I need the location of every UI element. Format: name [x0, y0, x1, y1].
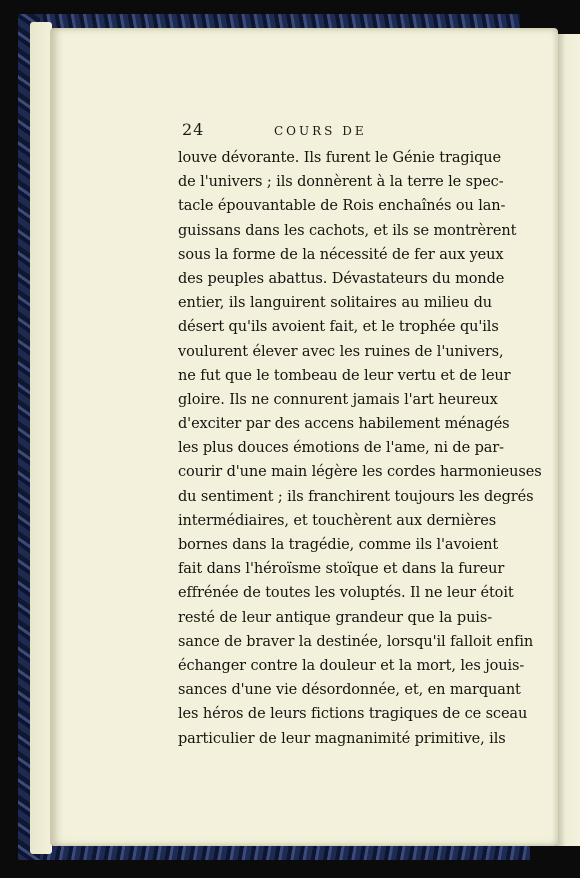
- text-line: entier, ils languirent solitaires au milieu du: [178, 295, 492, 312]
- text-line: particulier de leur magnanimité primitive, ils: [178, 730, 506, 747]
- text-line: gloire. Ils ne connurent jamais l'art heureux: [178, 391, 498, 408]
- text-line: bornes dans la tragédie, comme ils l'avoient: [178, 537, 499, 553]
- text-line: sous la forme de la nécessité de fer aux yeux: [178, 246, 504, 263]
- text-line: d'exciter par des accens habilement ménagés: [178, 416, 510, 433]
- text-line: tacle épouvantable de Rois enchaînés ou lan-: [178, 198, 506, 215]
- text-line: ne fut que le tombeau de leur vertu et de leur: [178, 367, 511, 384]
- page-header: [182, 120, 532, 144]
- text-line: fait dans l'héroïsme stoïque et dans la fureur: [178, 561, 505, 578]
- text-line: de l'univers ; ils donnèrent à la terre le spec-: [178, 174, 504, 191]
- text-line: désert qu'ils avoient fait, et le trophée qu'ils: [178, 319, 499, 336]
- page-number: 24: [182, 120, 205, 139]
- text-line: du sentiment ; ils franchirent toujours les degrés: [178, 488, 534, 505]
- text-line: sances d'une vie désordonnée, et, en marquant: [178, 682, 521, 699]
- text-line: courir d'une main légère les cordes harmonieuses: [178, 464, 542, 481]
- text-line: intermédiaires, et touchèrent aux dernières: [178, 512, 497, 529]
- text-line: louve dévorante. Ils furent le Génie tragique: [178, 150, 502, 166]
- text-line: guissans dans les cachots, et ils se montrèrent: [178, 222, 517, 239]
- text-line: des peuples abattus. Dévastateurs du monde: [178, 270, 505, 287]
- running-head: COURS DE: [274, 124, 367, 138]
- text-line: resté de leur antique grandeur que la puis-: [178, 609, 492, 626]
- text-line: les héros de leurs fictions tragiques de ce sceau: [178, 706, 528, 723]
- facing-page-edge: [555, 34, 580, 846]
- text-line: les plus douces émotions de l'ame, ni de par-: [178, 440, 504, 457]
- book-cover-bottom-edge: [40, 846, 530, 860]
- text-line: effrénée de toutes les voluptés. Il ne leur étoit: [178, 585, 514, 602]
- text-line: sance de braver la destinée, lorsqu'il falloit enfin: [178, 633, 534, 650]
- text-line: échanger contre la douleur et la mort, les jouis-: [178, 657, 525, 674]
- endpaper-edge: [30, 22, 52, 854]
- text-line: voulurent élever avec les ruines de l'univers,: [178, 343, 504, 360]
- body-text: [178, 146, 542, 751]
